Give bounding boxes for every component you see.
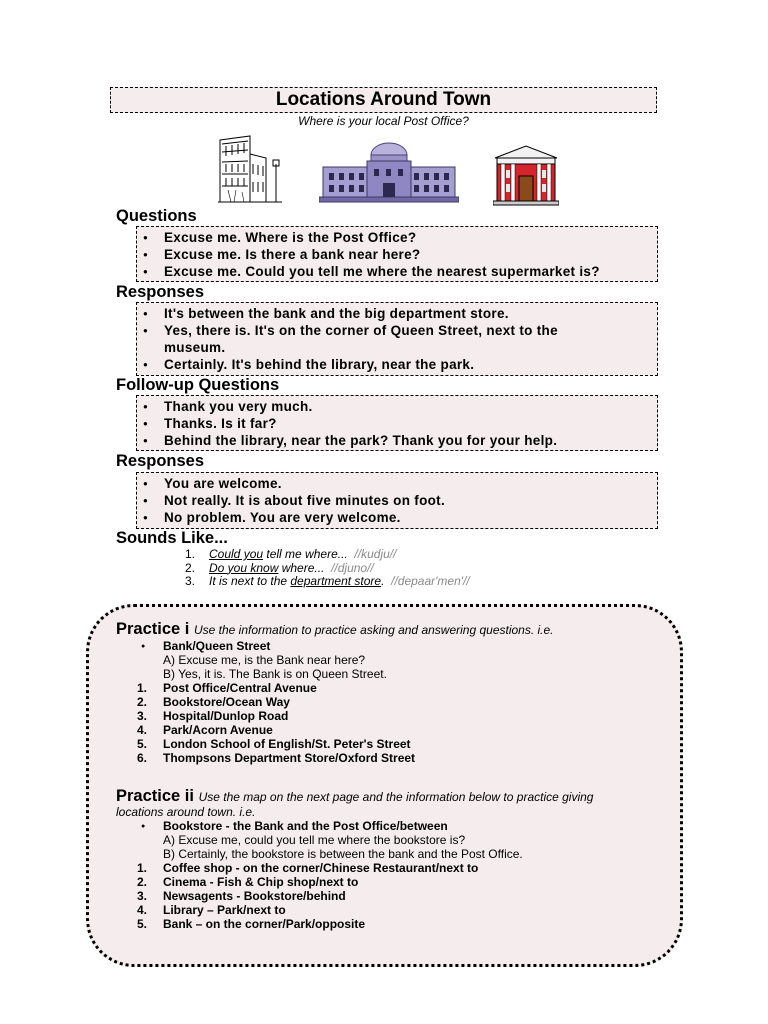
sounds-row [185, 575, 470, 589]
list-item: ● Thanks. Is it far? [137, 415, 657, 432]
responses-2-heading: Responses [116, 452, 205, 470]
list-item [137, 737, 415, 751]
item-number: 1. [137, 681, 148, 695]
example-b: B) Yes, it is. The Bank is on Queen Street. [163, 667, 387, 681]
practice-2-desc: Use the map on the next page and the information below to practice giving [198, 790, 594, 804]
item-number: 3. [137, 709, 148, 723]
practice-1-title [116, 620, 554, 639]
item-number: 5. [137, 737, 148, 751]
item-number: 5. [137, 917, 148, 931]
sounds-like-heading: Sounds Like... [116, 529, 228, 547]
follow-up-box [136, 395, 658, 451]
library-icon [493, 144, 559, 206]
list-item: ● Excuse me. Could you tell me where the nearest supermarket is? [137, 263, 657, 280]
item-text: Park/Acorn Avenue [163, 723, 273, 737]
sounds-like-list [185, 548, 470, 589]
practice-1-list [137, 639, 415, 765]
phrase-rest: where... [278, 560, 332, 575]
list-item [137, 709, 415, 723]
item-text: Bank – on the corner/Park/opposite [163, 917, 366, 931]
list-item: ● Bank/Queen Street [141, 639, 271, 653]
item-text: Post Office/Central Avenue [163, 681, 317, 695]
list-item: ● Bookstore - the Bank and the Post Office/between [141, 819, 448, 833]
item-text: Thompsons Department Store/Oxford Street [163, 751, 416, 765]
street-icon [216, 134, 284, 204]
practice-1-desc: Use the information to practice asking and answering questions. i.e. [193, 623, 554, 637]
list-item: ● No problem. You are very welcome. [137, 509, 657, 526]
list-item [137, 681, 415, 695]
phrase: department store [290, 574, 382, 588]
example-label: Bank/Queen Street [163, 639, 271, 653]
list-item [137, 875, 523, 889]
practice-2-title [116, 787, 593, 806]
list-item: ● Excuse me. Where is the Post Office? [137, 229, 657, 246]
list-item: ● Yes, there is. It's on the corner of Queen Street, next to the museum. [137, 322, 657, 356]
phrase-pre: It is next to the [209, 574, 291, 588]
row-number: 1. [185, 547, 196, 561]
practice-2-list [137, 819, 523, 931]
item-number: 1. [137, 861, 148, 875]
row-number: 3. [185, 574, 196, 588]
practice-2-label: Practice ii [116, 787, 194, 805]
list-item [137, 889, 523, 903]
list-item: ● Behind the library, near the park? Thank you for your help. [137, 432, 657, 449]
list-item [137, 695, 415, 709]
follow-up-heading: Follow-up Questions [116, 376, 280, 394]
item-text: Coffee shop - on the corner/Chinese Restaurant/next to [163, 861, 479, 875]
item-text: Cinema - Fish & Chip shop/next to [163, 875, 359, 889]
title-box [110, 87, 657, 113]
list-item [137, 723, 415, 737]
list-item: ● You are welcome. [137, 475, 657, 492]
questions-heading: Questions [116, 207, 197, 225]
practice-2-desc-cont: locations around town. i.e. [116, 805, 256, 819]
list-item [137, 751, 415, 765]
responses-heading: Responses [116, 283, 205, 301]
item-text: London School of English/St. Peter's Street [163, 737, 411, 751]
list-item: ● Thank you very much. [137, 398, 657, 415]
questions-box [136, 226, 658, 282]
responses-2-box [136, 472, 658, 529]
list-item [137, 917, 523, 931]
list-item: ● It's between the bank and the big department store. [137, 305, 657, 322]
pronunciation: //djuno// [331, 560, 374, 575]
practice-1-label: Practice i [116, 620, 190, 638]
item-text: Library – Park/next to [163, 903, 286, 917]
phrase-rest: tell me where... [263, 547, 355, 561]
page-title: Locations Around Town [275, 89, 492, 110]
item-number: 6. [137, 751, 148, 765]
row-number: 2. [185, 560, 196, 575]
example-a: A) Excuse me, is the Bank near here? [163, 653, 366, 667]
item-text: Bookstore/Ocean Way [163, 695, 290, 709]
phrase-rest: . [381, 574, 392, 588]
example-label: Bookstore - the Bank and the Post Office/between [163, 819, 448, 833]
item-number: 2. [137, 875, 148, 889]
example-b: B) Certainly, the bookstore is between the bank and the Post Office. [163, 847, 523, 861]
list-item [137, 861, 523, 875]
pronunciation: //depaar'men'// [391, 574, 470, 588]
item-number: 4. [137, 903, 148, 917]
item-text: Hospital/Dunlop Road [163, 709, 289, 723]
item-number: 2. [137, 695, 148, 709]
example-a: A) Excuse me, could you tell me where the bookstore is? [163, 833, 466, 847]
pronunciation: //kudju// [354, 547, 397, 561]
page-subtitle: Where is your local Post Office? [298, 114, 469, 128]
item-text: Newsagents - Bookstore/behind [163, 889, 346, 903]
sounds-row [185, 562, 470, 576]
list-item [137, 903, 523, 917]
museum-icon [319, 141, 459, 203]
phrase: Could you [209, 547, 264, 561]
phrase: Do you know [209, 560, 279, 575]
item-number: 4. [137, 723, 148, 737]
sounds-row [185, 548, 470, 562]
item-number: 3. [137, 889, 148, 903]
responses-box [136, 302, 658, 376]
list-item: ● Certainly. It's behind the library, near the park. [137, 356, 657, 373]
list-item: ● Not really. It is about five minutes on foot. [137, 492, 657, 509]
list-item: ● Excuse me. Is there a bank near here? [137, 246, 657, 263]
